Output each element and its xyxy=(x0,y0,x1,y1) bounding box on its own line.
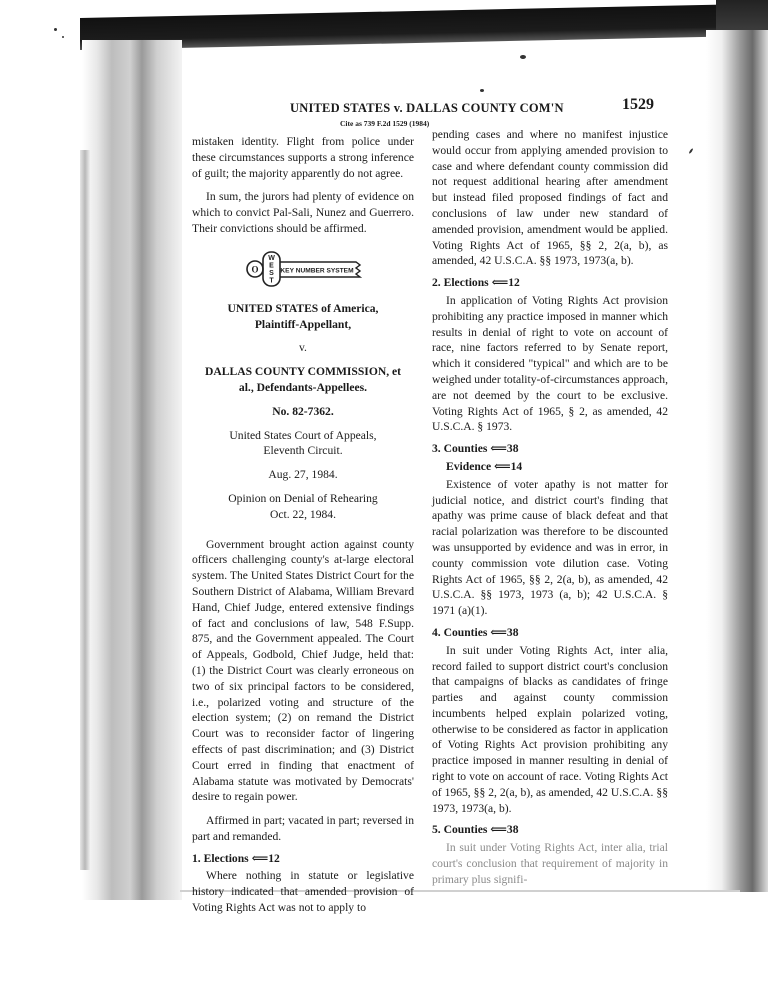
scan-speck xyxy=(480,89,484,92)
headnote-4-text: In suit under Voting Rights Act, inter alia, record failed to support district court's conclusion that campaigns of blacks as candidates of fringe parties and against county commission incumbents helped explain polarized voting, otherwise to be considered as factor in application of Voting Rights Act provision prohibiting any practice imposed in manner resulting in denial of right to vote on account of race. Voting Rights Act of 1965, §§ 2, 2(a, b), as amended, 42 U.S.C.A. §§ 1973, 1973(a, b). xyxy=(432,643,668,815)
logo-left-letter: O xyxy=(251,264,259,275)
carryover-paragraph: mistaken identity. Flight from police under these circumstances supports a strong inference of guilt; the majority apparently do not agree. xyxy=(192,135,414,180)
scan-shadow-left xyxy=(82,40,182,900)
caption-defendant-role: al., Defendants-Appellees. xyxy=(238,380,368,394)
disposition-paragraph: Affirmed in part; vacated in part; reversed in part and remanded. xyxy=(192,814,414,843)
headnote-3-heading: 3. Counties ⟸38 xyxy=(432,442,519,456)
scan-speck xyxy=(62,36,64,38)
left-column xyxy=(192,134,414,916)
logo-letter-t: T xyxy=(269,277,274,285)
caption-defendant: DALLAS COUNTY COMMISSION, et xyxy=(204,365,402,379)
headnote-3-text: Existence of voter apathy is not matter for judicial notice, and district court's finding that apathy was prime cause of black defeat and that racial polarization was therefore to be discounted was unsupported by evidence and was in error, in county commission vote dilution case. Voting Rights Act of 1965, §§ 2, 2(a, b), as amended, 42 U.S.C.A. §§ 1973, 1973 (a, b); 42 U.S.C.A. § 1971 (a)(1). xyxy=(432,477,668,618)
right-column xyxy=(432,127,668,888)
key-number-logo-icon xyxy=(244,251,362,287)
scan-shadow-right xyxy=(706,30,768,892)
conclusion-paragraph: In sum, the jurors had plenty of evidence on which to convict Pal-Sali, Nunez and Guerrero. Their convictions should be affirmed. xyxy=(192,190,414,235)
headnote-1-text: Where nothing in statute or legislative history indicated that amended provision of Voting Rights Act was not to apply to xyxy=(192,869,414,915)
synopsis-paragraph: Government brought action against county officers challenging county's at-large electoral system. The United States District Court for the Southern District of Alabama, William Brevard Hand, Chief Judge, entered extensive findings of fact and conclusions of law, 548 F.Supp. 875, and the Government appealed. The Court of Appeals, Godbold, Chief Judge, held that: (1) the District Court was clearly erroneous on two of six principal factors to be considered, i.e., polarized voting and structure of the election system; (2) on remand the District Court was to reconsider factor of lingering effects of past discrimination; and (3) District Court erred in finding that enactment of Alabama statute was motivated by Democrats' desire to regain power. xyxy=(192,537,414,804)
logo-key-text: KEY NUMBER SYSTEM xyxy=(280,267,354,275)
logo-letter-w: W xyxy=(268,254,275,262)
headnote-2-heading: 2. Elections ⟸12 xyxy=(432,276,520,290)
citation-line: Cite as 739 F.2d 1529 (1984) xyxy=(340,119,430,128)
rehearing-date: Oct. 22, 1984. xyxy=(269,507,336,521)
headnote-1-heading: 1. Elections ⟸12 xyxy=(192,851,280,865)
headnote-2-text: In application of Voting Rights Act provision prohibiting any practice imposed in manner which results in denial of right to vote on account of race, nine factors referred to by Senate report, which it considered "typical" and which are to be weighed under totality-of-circumstances approach, are not deemed by the court to be exclusive. Voting Rights Act of 1965, § 2, as amended, 42 U.S.C.A. § 1973. xyxy=(432,293,668,434)
scan-speck xyxy=(520,55,526,59)
court-name: United States Court of Appeals, xyxy=(229,428,377,442)
headnote-5-text: In suit under Voting Rights Act, inter alia, trial court's conclusion that requirement of majority in primary plus signifi- xyxy=(432,841,668,886)
logo-letter-s: S xyxy=(269,269,274,277)
scan-shadow-top xyxy=(80,4,768,50)
page-number: 1529 xyxy=(622,96,654,113)
scan-speck xyxy=(54,28,57,31)
caption-versus: v. xyxy=(299,341,307,355)
headnote-4-heading: 4. Counties ⟸38 xyxy=(432,625,519,639)
running-head: UNITED STATES v. DALLAS COUNTY COM'N xyxy=(290,101,564,115)
docket-number: No. 82-7362. xyxy=(272,404,334,418)
rehearing-label: Opinion on Denial of Rehearing xyxy=(228,491,378,505)
headnote-1-continued: pending cases and where no manifest injustice would occur from applying amended provision to case and where defendant county commission did not request additional hearing after amendment but instead filed proposed findings of fact and conclusions of law under new standard of amended provision, amendment would be applied. Voting Rights Act of 1965, §§ 2, 2(a, b), as amended, 42 U.S.C.A. §§ 1973, 1973(a, b). xyxy=(432,128,668,268)
headnote-5-heading: 5. Counties ⟸38 xyxy=(432,823,519,837)
caption-plaintiff-role: Plaintiff-Appellant, xyxy=(254,317,352,331)
headnote-3-subheading: Evidence ⟸14 xyxy=(446,459,523,473)
court-circuit: Eleventh Circuit. xyxy=(263,444,343,458)
decision-date: Aug. 27, 1984. xyxy=(268,468,338,482)
caption-plaintiff: UNITED STATES of America, xyxy=(227,301,379,315)
scan-speck xyxy=(688,148,693,154)
scan-shadow-left-edge xyxy=(80,150,90,870)
logo-letter-e: E xyxy=(269,262,274,270)
